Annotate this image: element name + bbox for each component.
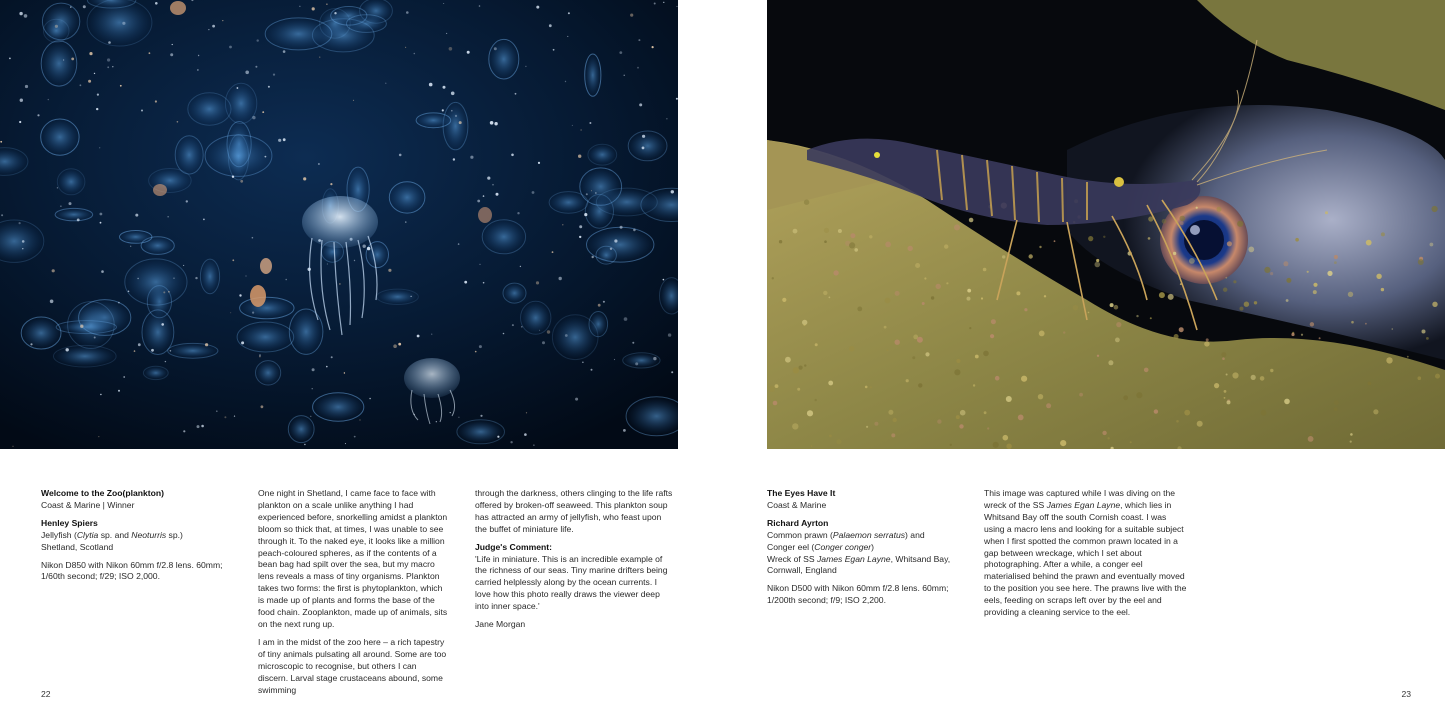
location-line-2: Cornwall, England (767, 565, 837, 576)
camera-details: Nikon D850 with Nikon 60mm f/2.8 lens. 60mm; 1/60th second; f/29; ISO 2,000. (41, 559, 223, 582)
story-paragraph-3: through the darkness, others clinging to the life rafts offered by broken-off seaweed. This plankton soup has attracted an army of jellyfish, who feast upon the buffet of miniature life. (475, 488, 673, 534)
prawn-photo (767, 0, 1445, 449)
plankton-photo (0, 0, 678, 449)
photo-title: The Eyes Have It (767, 488, 836, 498)
subject: Jellyfish (Clytia sp. and Neoturris sp.) (41, 529, 183, 540)
subject-1: Common prawn (Palaemon serratus) and (767, 529, 925, 540)
category: Coast & Marine (767, 499, 827, 510)
judge-name: Jane Morgan (475, 619, 526, 630)
subject-2: Conger eel (Conger conger) (767, 541, 875, 552)
photo-title: Welcome to the Zoo(plankton) (41, 488, 165, 498)
photographer-name: Henley Spiers (41, 517, 98, 528)
photographer-name: Richard Ayrton (767, 517, 829, 528)
right-story (984, 488, 1188, 625)
page-number-left: 22 (41, 689, 51, 699)
location: Wreck of SS James Egan Layne, Whitsand Bay, (767, 553, 951, 564)
plankton-image (0, 0, 678, 449)
right-caption (767, 488, 955, 613)
story-paragraph-1: One night in Shetland, I came face to face with plankton on a scale unlike anything I had experienced before, snorkelling amidst a plankton bloom so thick that, at times, I was unable to see through it. To the naked eye, it looks like a million peach-coloured spheres, as if the contents of a bean bag had spilt over the sea, but my macro lens reveals a mass of tiny organisms. Plankton takes two forms: the first is phytoplankton, which is made up of plants and forms the base of the food chain. Zooplankton, made up of animals, sits on the next rung up. (258, 488, 448, 629)
left-story-col-2 (475, 488, 675, 637)
location: Shetland, Scotland (41, 541, 114, 552)
category: Coast & Marine | Winner (41, 499, 135, 510)
story-paragraph: This image was captured while I was diving on the wreck of the SS James Egan Layne, which lies in Whitsand Bay off the south Cornish coast. I was using a macro lens and looking for a suitable subject when I first spotted the common prawn located in a gap between wreckage, which I set about photographing. After a while, a conger eel materialised behind the prawn and eventually moved to the position you see here. The prawns live with the eels, feeding on scraps left over by the eel and providing a cleaning service to the eel. (984, 488, 1187, 618)
page-number-right: 23 (1401, 689, 1411, 699)
story-paragraph-2: I am in the midst of the zoo here – a rich tapestry of tiny animals pulsating all around. Some are too microscopic to recognise, but others I can discern. Larval stage crustaceans abound, some swimming (258, 636, 447, 695)
judge-comment-heading: Judge's Comment: (475, 541, 553, 552)
prawn-image (767, 0, 1445, 449)
left-caption (41, 488, 229, 589)
left-story-col-1 (258, 488, 448, 702)
judge-comment: 'Life in miniature. This is an incredible example of the richness of our seas. Tiny marine drifters being carried helplessly along by the ocean currents. I love how this photo really draws the viewer deep into inner space.' (475, 553, 668, 612)
camera-details: Nikon D500 with Nikon 60mm f/2.8 lens. 60mm; 1/200th second; f/9; ISO 2,200. (767, 583, 949, 606)
